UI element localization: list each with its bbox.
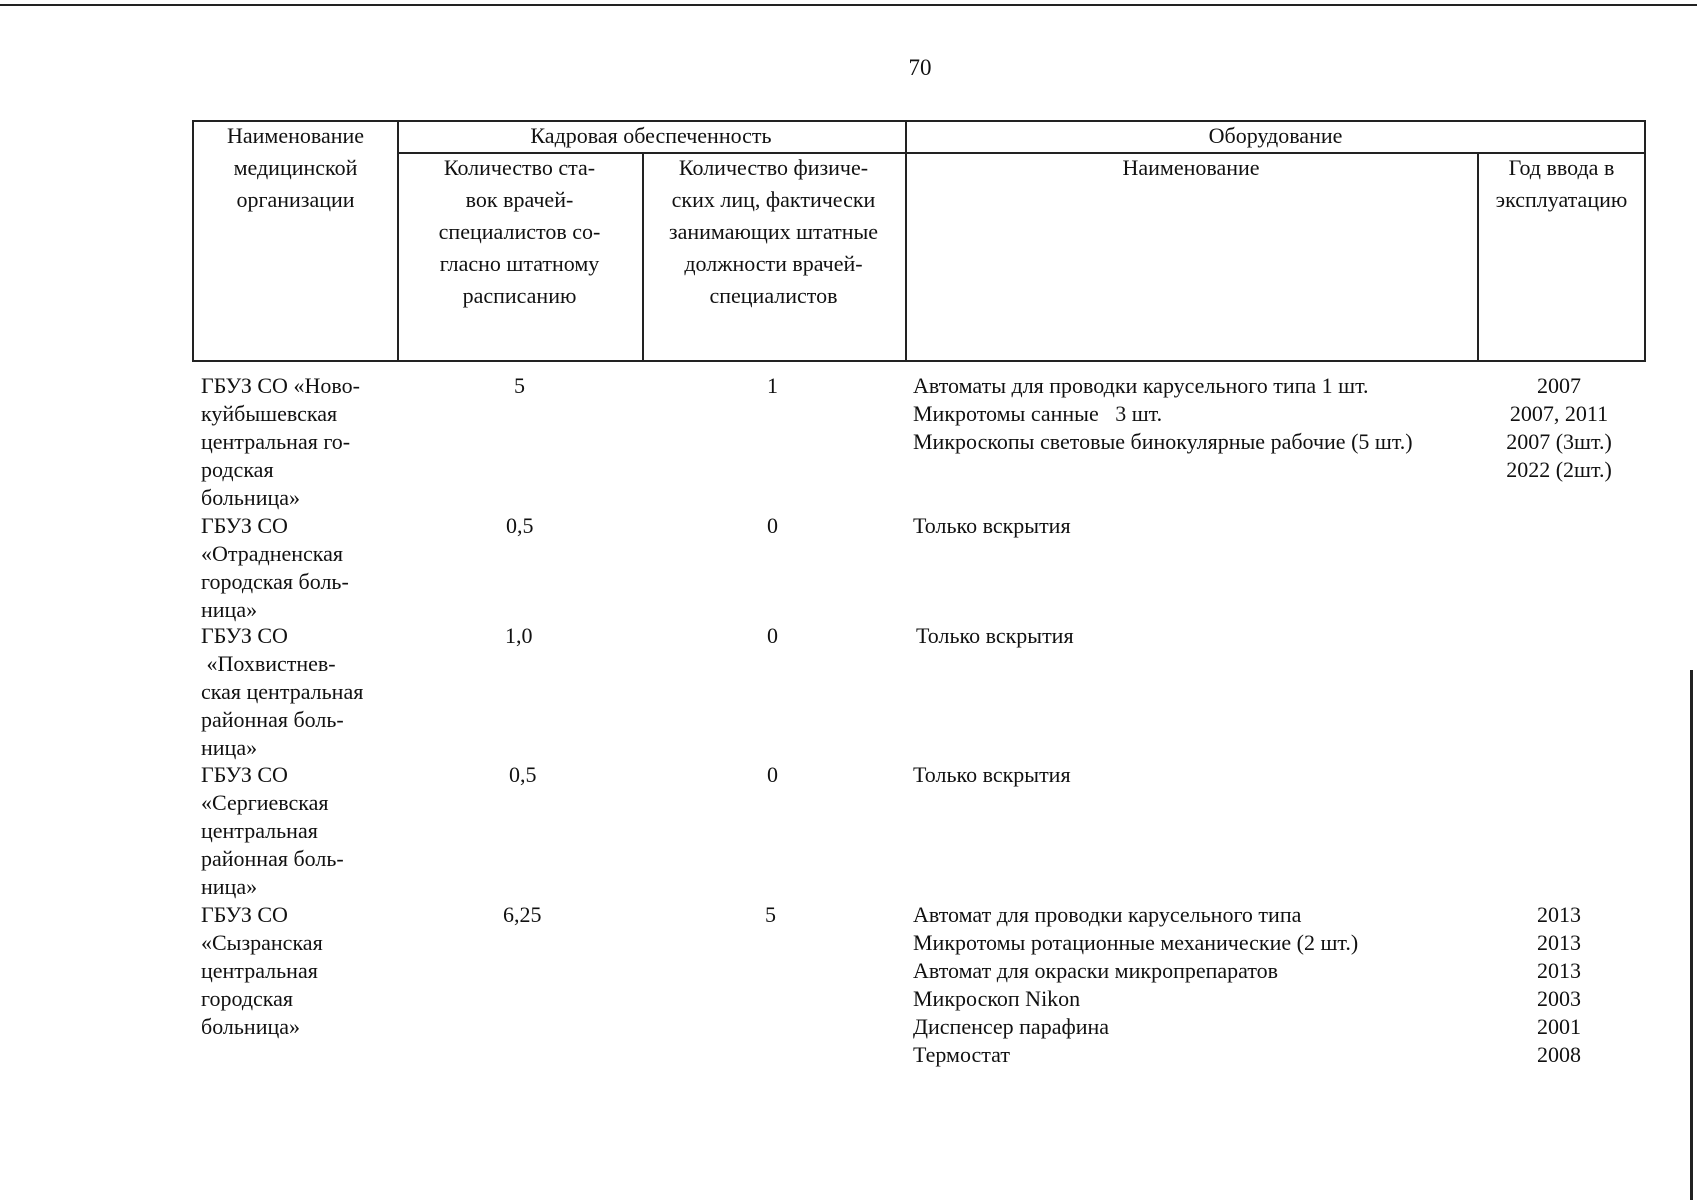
equipment-cell: Автомат для проводки карусельного типа Микротомы ротационные механические (2 шт.) Автомат для окраски микропрепаратов Микроскоп Nikon Диспенсер парафина Термостат [913,902,1359,1067]
org-name-cell: ГБУЗ СО «Сызранская центральная городская больница» [201,902,323,1039]
right-border-line [1690,670,1693,1200]
header-staff-positions: Количество ста- вок врачей- специалистов со- гласно штатному расписанию [438,155,601,308]
equipment-cell: Только вскрытия [913,762,1071,787]
equipment-cell: Автоматы для проводки карусельного типа 1 шт. Микротомы санные 3 шт. Микроскопы световые бинокулярные рабочие (5 шт.) [913,373,1413,454]
org-name-cell: ГБУЗ СО «Сергиевская центральная районная боль- ница» [201,762,344,899]
positions-cell: 0,5 [506,513,534,538]
header-equipment-year: Год ввода в эксплуатацию [1495,155,1628,212]
equipment-cell: Только вскрытия [913,513,1071,538]
header-equipment-name: Наименование [1122,155,1260,180]
positions-cell: 6,25 [503,902,542,927]
header-staff-persons: Количество физиче- ских лиц, фактически занимающих штатные должности врачей- специалистов [668,155,879,308]
year-cell: 2013 2013 2013 2003 2001 2008 [1537,902,1581,1067]
positions-cell: 5 [514,373,525,398]
persons-cell: 0 [767,762,778,787]
year-cell: 2007 2007, 2011 2007 (3шт.) 2022 (2шт.) [1506,373,1612,482]
header-org-name: Наименование медицинской организации [226,123,365,212]
persons-cell: 5 [765,902,776,927]
header-equipment: Оборудование [1208,123,1343,148]
persons-cell: 0 [767,623,778,648]
top-border-line [0,4,1697,6]
org-name-cell: ГБУЗ СО «Ново- куйбышевская центральная го- родская больница» [201,373,360,510]
positions-cell: 0,5 [509,762,537,787]
org-name-cell: ГБУЗ СО «Отрадненская городская боль- ница» [201,513,349,622]
persons-cell: 0 [767,513,778,538]
equipment-cell: Только вскрытия [916,623,1074,648]
org-name-cell: ГБУЗ СО «Похвистнев- ская центральная районная боль- ница» [201,623,364,760]
table-header [192,120,1646,362]
header-staffing: Кадровая обеспеченность [530,123,772,148]
positions-cell: 1,0 [505,623,533,648]
persons-cell: 1 [767,373,778,398]
page-number: 70 [908,55,932,80]
